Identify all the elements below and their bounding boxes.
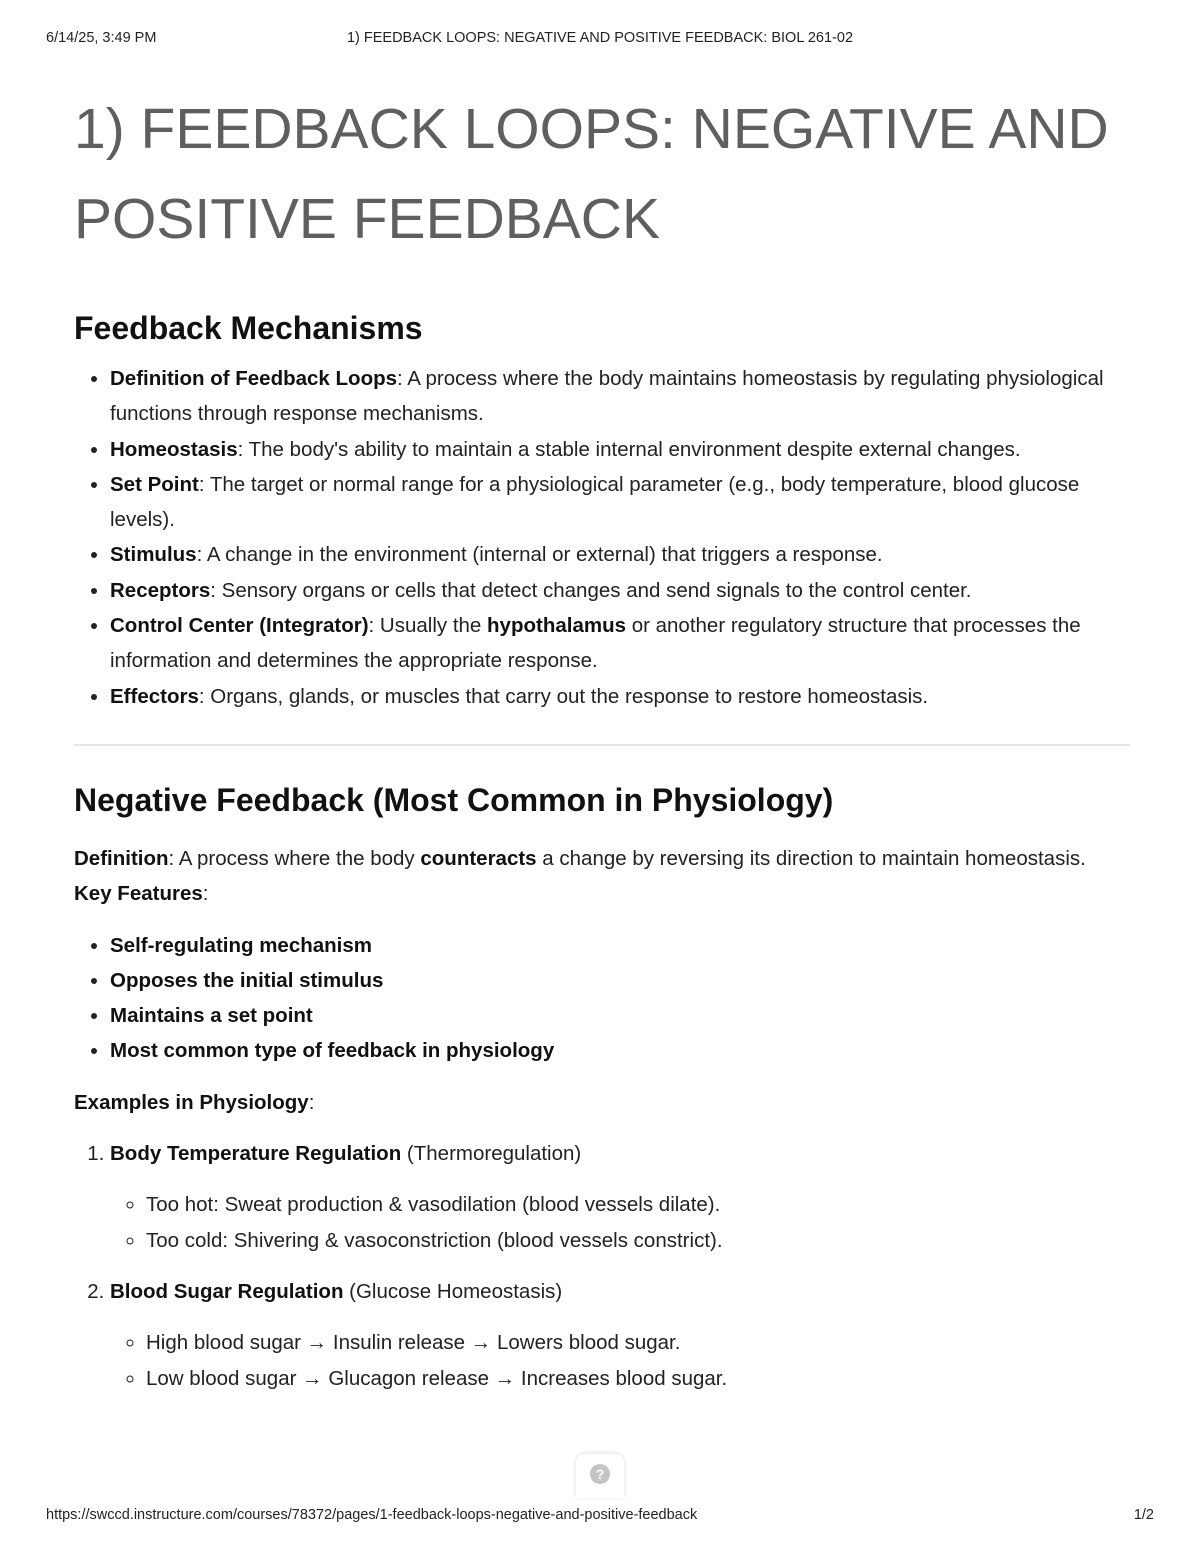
example-item (110, 1136, 1130, 1258)
definition-highlight: counteracts (420, 846, 537, 870)
list-item (110, 537, 1130, 572)
print-datetime: 6/14/25, 3:49 PM (46, 30, 157, 46)
term-description: : The target or normal range for a physiological parameter (e.g., body temperature, blood glucose levels). (110, 472, 1080, 532)
term: Effectors (110, 684, 199, 708)
page-url: https://swccd.instructure.com/courses/78372/pages/1-feedback-loops-negative-and-positive-feedback (46, 1507, 698, 1523)
examples-label: Examples in Physiology: (74, 1090, 315, 1114)
list-item: • Self-regulating mechanism (110, 928, 1130, 963)
print-header (46, 30, 1154, 50)
page-content (74, 84, 1130, 1412)
example-points (110, 1187, 1130, 1258)
page-number: 1/2 (1133, 1507, 1154, 1523)
help-button[interactable] (576, 1454, 624, 1498)
section-divider (74, 744, 1130, 746)
page-title: 1) FEEDBACK LOOPS: NEGATIVE AND POSITIVE FEEDBACK (74, 97, 1109, 251)
definition-text-continued: a change by reversing its direction to maintain homeostasis. (536, 846, 1086, 870)
key-features-label: Key Features: (74, 882, 209, 906)
term: Stimulus (110, 543, 197, 567)
list-item: ◦ Low blood sugar → Glucagon release → Increases blood sugar. (146, 1361, 1130, 1396)
term-description-continued: or another regulatory structure that processes the information and determines the appropriate response. (110, 614, 1081, 673)
example-title: Blood Sugar Regulation (110, 1279, 344, 1303)
section-title-feedback-mechanisms: Feedback Mechanisms (74, 310, 423, 346)
definition-text: : A process where the body (168, 846, 421, 870)
term: Set Point (110, 472, 199, 496)
example-title: Body Temperature Regulation (110, 1142, 402, 1166)
list-item (110, 467, 1130, 538)
term-description: : A change in the environment (internal or external) that triggers a response. (196, 543, 883, 567)
list-item: • Maintains a set point (110, 998, 1130, 1033)
example-item (110, 1274, 1130, 1396)
example-subtitle: (Glucose Homeostasis) (343, 1279, 563, 1303)
key-features-list (74, 928, 1130, 1069)
list-item: ◦ Too hot: Sweat production & vasodilation (blood vessels dilate). (146, 1187, 1130, 1222)
term-description: : Usually the (368, 614, 488, 638)
term: Definition of Feedback Loops (110, 367, 398, 390)
list-item (110, 361, 1130, 432)
term-description: : Organs, glands, or muscles that carry out the response to restore homeostasis. (198, 684, 929, 708)
list-item (110, 679, 1130, 714)
list-item: ◦ Too cold: Shivering & vasoconstriction (blood vessels constrict). (146, 1223, 1130, 1258)
print-footer (46, 1507, 1154, 1527)
definition-paragraph (74, 841, 1130, 876)
term: Control Center (Integrator) (110, 614, 369, 638)
list-item (110, 573, 1130, 608)
example-points (110, 1325, 1130, 1396)
feedback-mechanisms-list (74, 361, 1130, 714)
print-title: 1) FEEDBACK LOOPS: NEGATIVE AND POSITIVE FEEDBACK: BIOL 261-02 (346, 30, 854, 46)
term-description: : A process where the body maintains homeostasis by regulating physiological functions through response mechanisms. (110, 367, 1104, 426)
definition-label: Definition (74, 846, 169, 870)
term-description: : Sensory organs or cells that detect changes and send signals to the control center. (210, 578, 972, 602)
list-item (110, 608, 1130, 679)
examples-list (74, 1136, 1130, 1396)
help-icon: ? (590, 1464, 610, 1484)
list-item (110, 432, 1130, 467)
section-title-negative-feedback: Negative Feedback (Most Common in Physiology) (74, 781, 834, 818)
term-description: : The body's ability to maintain a stable internal environment despite external changes. (237, 437, 1021, 461)
example-subtitle: (Thermoregulation) (401, 1142, 582, 1166)
term-highlight: hypothalamus (487, 614, 626, 638)
list-item: • Most common type of feedback in physiology (110, 1033, 1130, 1068)
term: Receptors (110, 578, 211, 602)
list-item: ◦ High blood sugar → Insulin release → Lowers blood sugar. (146, 1325, 1130, 1360)
list-item: • Opposes the initial stimulus (110, 963, 1130, 998)
term: Homeostasis (110, 437, 238, 461)
